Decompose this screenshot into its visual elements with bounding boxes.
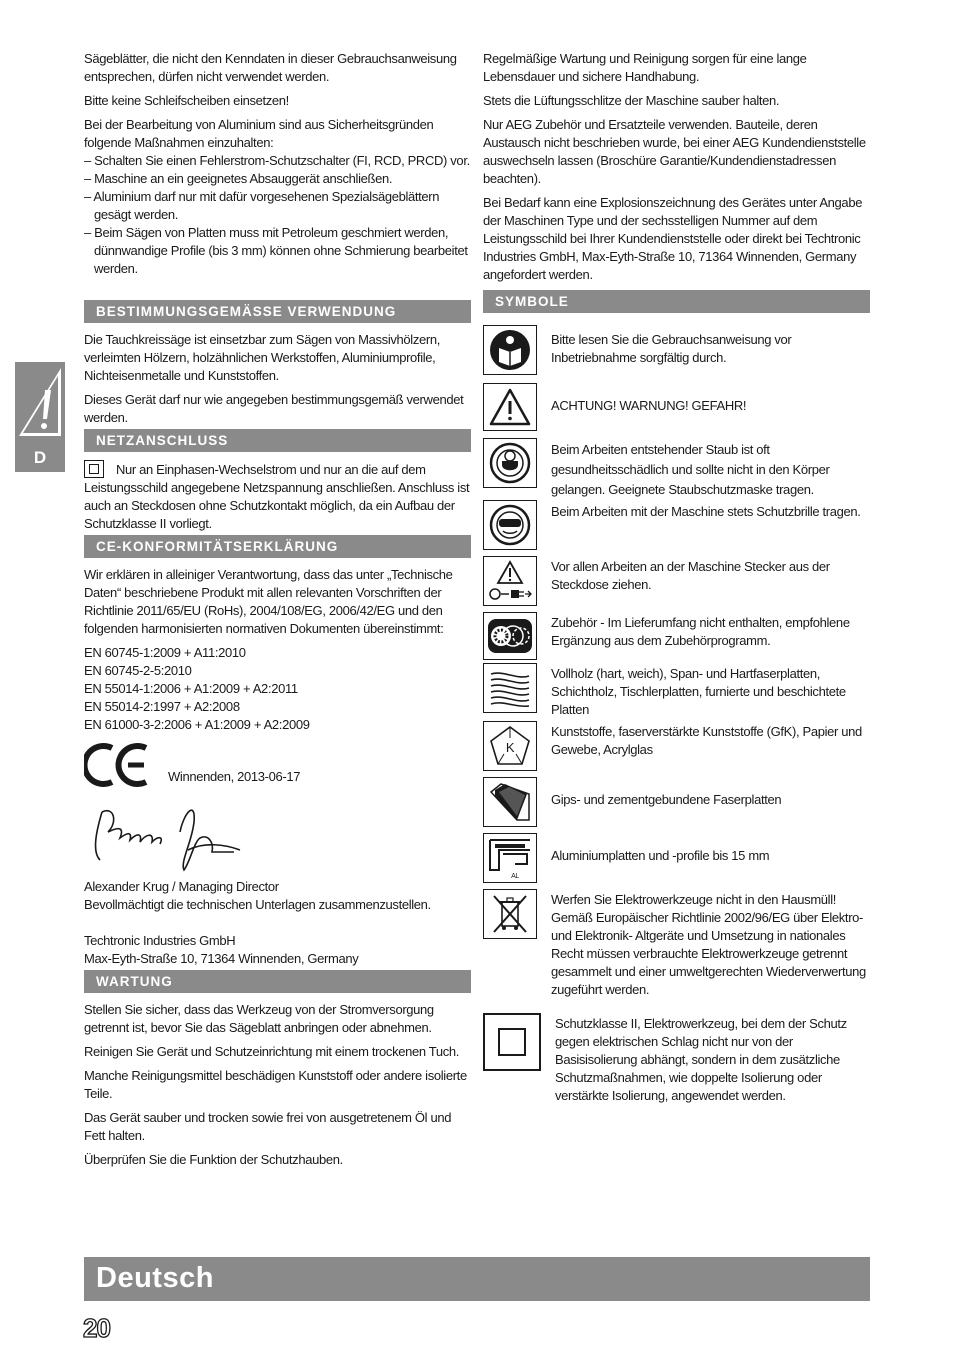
section-heading-ce: CE-KONFORMITÄTSERKLÄRUNG bbox=[84, 535, 471, 558]
right-column bbox=[483, 50, 870, 1105]
standard-item: EN 61000-3-2:2006 + A1:2009 + A2:2009 bbox=[84, 717, 310, 732]
symbol-row bbox=[483, 833, 870, 889]
symbol-row bbox=[483, 556, 870, 612]
symbol-text: Kunststoffe, faserverstärkte Kunststoffe (GfK), Papier und Gewebe, Acrylglas bbox=[551, 724, 862, 757]
intro-paragraph: Bitte keine Schleifscheiben einsetzen! bbox=[84, 93, 289, 108]
ce-declaration: Wir erklären in alleiniger Verantwortung, dass das unter „Technische Daten“ beschriebene Produkt mit allen relevanten Vorschriften der Richtlinie 2011/65/EU (RoHs), 2004/108/EG, 2006/42/EG und den folgenden harmonisierten normativen Dokumenten übereinstimmt: bbox=[84, 567, 453, 636]
language-label: Deutsch bbox=[96, 1262, 214, 1294]
symbol-text: Gips- und zementgebundene Faserplatten bbox=[551, 792, 782, 807]
section-heading-intended-use: BESTIMMUNGSGEMÄSSE VERWENDUNG bbox=[84, 300, 471, 323]
language-side-tab bbox=[15, 362, 65, 472]
intro-paragraph: Sägeblätter, die nicht den Kenndaten in dieser Gebrauchsanweisung entsprechen, dürfen nicht verwendet werden. bbox=[84, 51, 457, 84]
maintenance-paragraph: Stellen Sie sicher, dass das Werkzeug von der Stromversorgung getrennt ist, bevor Sie das Sägeblatt anbringen oder abnehmen. bbox=[84, 1002, 434, 1035]
maintenance-paragraph: Regelmäßige Wartung und Reinigung sorgen für eine lange Lebensdauer und sichere Handhabung. bbox=[483, 51, 807, 84]
symbol-text: ACHTUNG! WARNUNG! GEFAHR! bbox=[551, 398, 747, 413]
symbol-text: Vollholz (hart, weich), Span- und Hartfaserplatten, Schichtholz, Tischlerplatten, furnierte und beschichtete Platten bbox=[551, 666, 846, 717]
language-footer-band bbox=[84, 1257, 870, 1301]
symbol-text: Aluminiumplatten und -profile bis 15 mm bbox=[551, 848, 770, 863]
symbol-text: Zubehör - Im Lieferumfang nicht enthalten, empfohlene Ergänzung aus dem Zubehörprogramm. bbox=[551, 615, 850, 648]
symbol-row bbox=[483, 1013, 870, 1105]
maintenance-paragraph: Bei Bedarf kann eine Explosionszeichnung des Gerätes unter Angabe der Maschinen Type und der sechsstelligen Nummer auf dem Leistungsschild bei Ihrer Kundendienststelle oder direkt bei Techtronic Industries GmbH, Max-Eyth-Straße 10, 71364 Winnenden, Germany angefordert werden. bbox=[483, 195, 863, 282]
svg-text:AL: AL bbox=[511, 873, 519, 880]
standards-list bbox=[84, 644, 471, 734]
accessory-blades-icon bbox=[483, 612, 537, 660]
list-item: – Schalten Sie einen Fehlerstrom-Schutzschalter (FI, RCD, PRCD) vor. bbox=[84, 153, 470, 168]
symbol-row bbox=[483, 500, 870, 556]
crossed-bin-icon bbox=[483, 889, 537, 939]
svg-text:K: K bbox=[505, 740, 515, 755]
symbol-row bbox=[483, 721, 870, 777]
symbol-text: Beim Arbeiten entstehender Staub ist oft gesundheitsschädlich und sollte nicht in den Körper gelangen. Geeignete Staubschutzmaske tragen. bbox=[551, 442, 830, 497]
gypsum-board-icon bbox=[483, 777, 537, 827]
list-item: – Aluminium darf nur mit dafür vorgesehenen Spezialsägeblättern gesägt werden. bbox=[84, 189, 440, 222]
symbol-text: Bitte lesen Sie die Gebrauchsanweisung vor Inbetriebnahme sorgfältig durch. bbox=[551, 332, 792, 365]
plastic-material-icon bbox=[483, 721, 537, 771]
page-number: 20 bbox=[83, 1313, 110, 1343]
warning-triangle-icon bbox=[483, 383, 537, 431]
list-item: – Maschine an ein geeignetes Absauggerät anschließen. bbox=[84, 171, 393, 186]
protection-class-ii-icon bbox=[84, 460, 104, 478]
section-heading-maintenance: WARTUNG bbox=[84, 970, 471, 993]
unplug-warning-icon bbox=[483, 556, 537, 606]
exclamation-warning-icon bbox=[15, 364, 65, 444]
section-heading-mains bbox=[84, 429, 471, 452]
symbol-text: Werfen Sie Elektrowerkzeuge nicht in den Hausmüll! Gemäß Europäischer Richtlinie 2002/96/EG über Elektro- und Elektronik- Altgeräte und Umsetzung in nationales Recht müssen verbrauchte Elektrowerkzeuge getrennt gesammelt und einer umweltgerechten Wiederverwertung zugeführt werden. bbox=[551, 892, 866, 997]
intro-paragraph: Bei der Bearbeitung von Aluminium sind aus Sicherheitsgründen folgende Maßnahmen einzuhalten: bbox=[84, 117, 434, 150]
read-manual-icon bbox=[483, 325, 537, 375]
ce-mark-row bbox=[84, 742, 471, 788]
mains-text: Nur an Einphasen-Wechselstrom und nur an die auf dem Leistungsschild angegebene Netzspannung anschließen. Anschluss ist auch an Steckdosen ohne Schutzkontakt möglich, da ein Aufbau der Schutzklasse II vorliegt. bbox=[84, 462, 470, 531]
declaration-date: Winnenden, 2013-06-17 bbox=[168, 769, 301, 784]
use-paragraph: Dieses Gerät darf nur wie angegeben bestimmungsgemäß verwendet werden. bbox=[84, 392, 464, 425]
ce-mark-icon bbox=[84, 742, 150, 788]
maintenance-paragraph: Reinigen Sie Gerät und Schutzeinrichtung mit einem trockenen Tuch. bbox=[84, 1044, 460, 1059]
symbol-row bbox=[483, 777, 870, 833]
heading-text: NETZANSCHLUSS bbox=[96, 433, 229, 448]
left-column bbox=[84, 50, 471, 1175]
symbol-row bbox=[483, 612, 870, 663]
signature-image bbox=[84, 792, 254, 874]
symbol-row bbox=[483, 383, 870, 438]
mains-paragraph bbox=[84, 460, 471, 533]
symbol-text: Schutzklasse II, Elektrowerkzeug, bei dem der Schutz gegen elektrischen Schlag nicht nur von der Basisisolierung abhängt, sondern in dem zusätzliche Schutzmaßnahmen, wie doppelte Isolierung oder verstärkte Isolierung, angewendet werden. bbox=[555, 1016, 847, 1103]
authorization-note: Bevollmächtigt die technischen Unterlagen zusammenzustellen. bbox=[84, 897, 431, 912]
language-letter: D bbox=[33, 448, 47, 467]
wood-material-icon bbox=[483, 663, 537, 713]
use-paragraph: Die Tauchkreissäge ist einsetzbar zum Sägen von Massivhölzern, verleimten Hölzern, holzähnlichen Werkstoffen, Aluminiumprofile, Nichteisenmetalle und Kunststoffen. bbox=[84, 332, 440, 383]
maintenance-paragraph: Manche Reinigungsmittel beschädigen Kunststoff oder andere isolierte Teile. bbox=[84, 1068, 467, 1101]
company-name: Techtronic Industries GmbH bbox=[84, 933, 236, 948]
symbol-row bbox=[483, 663, 870, 721]
standard-item: EN 60745-1:2009 + A11:2010 bbox=[84, 645, 246, 660]
company-address: Max-Eyth-Straße 10, 71364 Winnenden, Germany bbox=[84, 951, 359, 966]
symbol-text: Beim Arbeiten mit der Maschine stets Schutzbrille tragen. bbox=[551, 504, 861, 519]
symbol-row bbox=[483, 438, 870, 500]
safety-goggles-icon bbox=[483, 500, 537, 550]
dust-mask-icon bbox=[483, 438, 537, 488]
list-item: – Beim Sägen von Platten muss mit Petroleum geschmiert werden, dünnwandige Profile (bis 3 mm) können ohne Schmierung bearbeitet werden. bbox=[84, 225, 468, 276]
symbol-text: Vor allen Arbeiten an der Maschine Stecker aus der Steckdose ziehen. bbox=[551, 559, 830, 592]
maintenance-paragraph: Stets die Lüftungsschlitze der Maschine sauber halten. bbox=[483, 93, 780, 108]
maintenance-paragraph: Nur AEG Zubehör und Ersatzteile verwenden. Bauteile, deren Austausch nicht beschrieben wurde, bei einer AEG Kundendienststelle auswechseln lassen (Broschüre Garantie/Kundendienstadressen beachten). bbox=[483, 117, 866, 186]
standard-item: EN 55014-1:2006 + A1:2009 + A2:2011 bbox=[84, 681, 298, 696]
section-heading-symbols: SYMBOLE bbox=[483, 290, 870, 313]
maintenance-paragraph: Überprüfen Sie die Funktion der Schutzhauben. bbox=[84, 1152, 343, 1167]
standard-item: EN 60745-2-5:2010 bbox=[84, 663, 192, 678]
maintenance-paragraph: Das Gerät sauber und trocken sowie frei von ausgetretenem Öl und Fett halten. bbox=[84, 1110, 452, 1143]
aluminium-profile-icon bbox=[483, 833, 537, 883]
symbol-row bbox=[483, 889, 870, 1013]
signatory: Alexander Krug / Managing Director bbox=[84, 879, 279, 894]
symbol-row bbox=[483, 325, 870, 383]
standard-item: EN 55014-2:1997 + A2:2008 bbox=[84, 699, 240, 714]
protection-class-ii-icon bbox=[483, 1013, 541, 1071]
aluminium-measures-list bbox=[84, 152, 471, 278]
